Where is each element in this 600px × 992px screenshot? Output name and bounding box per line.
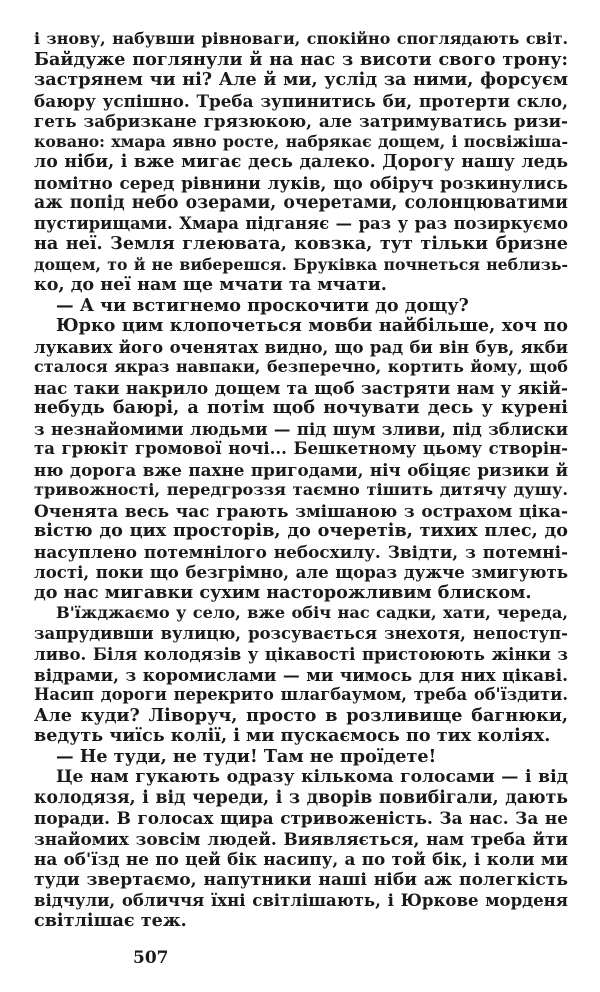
text-line: з незнайомими людьми — під шум зливи, під зблиски: [34, 418, 568, 439]
text-line: нас таки накрило дощем та щоб застряти нам у якій-: [34, 377, 568, 398]
text-line: геть забризкане грязюкою, але затримуватись ризи-: [34, 111, 568, 131]
text-line: насуплено потемнілого небосхилу. Звідти, з потемні-: [34, 541, 568, 562]
text-line: ню дорога вже пахне пригодами, ніч обіцяє ризики й: [34, 459, 568, 480]
text-line: Оченята весь час грають змішаною з острахом ціка-: [34, 500, 568, 521]
text-line: ливо. Біля колодязів у цікавості пристоюють жінки з: [34, 644, 568, 664]
text-line: лукавих його оченятах видно, що рад би він був, якби: [34, 336, 568, 357]
text-line: і знову, набувши рівноваги, спокійно споглядають світ.: [34, 29, 568, 48]
page-number: 507: [133, 948, 169, 968]
text-line: туди звертаємо, напутники наші ніби аж полегкість: [34, 869, 568, 890]
text-line: баюру успішно. Треба зупинитись би, протерти скло,: [34, 90, 568, 111]
text-line: помітно серед рівнини луків, що обіруч розкинулись: [34, 172, 568, 193]
text-line: до нас мигавки сухим насторожливим блиском.: [34, 581, 532, 603]
text-line: запрудивши вулицю, розсувається знехотя, непоступ-: [34, 623, 568, 643]
text-line: Але куди? Ліворуч, просто в розливище багнюки,: [34, 704, 568, 726]
text-line: В'їжджаємо у село, вже обіч нас садки, хати, череда,: [56, 603, 568, 622]
text-line: на об'їзд не по цей бік насипу, а по той бік, і коли ми: [34, 849, 568, 869]
text-line: Це нам гукають одразу кількома голосами — і від: [56, 767, 568, 787]
text-line: лості, поки що безгрімно, але щораз дужче змигують: [34, 562, 568, 582]
text-line: небудь баюрі, а потім щоб ночувати десь у курені: [34, 397, 568, 418]
text-line: знайомих зовсім людей. Виявляється, нам треба йти: [34, 828, 568, 849]
body-text: [34, 29, 568, 931]
text-line: Юрко цим клопочеться мовби найбільше, хоч по: [56, 315, 568, 336]
text-line: пустирищами. Хмара підганяє — раз у раз позиркуємо: [34, 213, 568, 233]
text-line: аж попід небо озерами, очеретами, солонцюватими: [34, 193, 568, 213]
text-line: вістю до цих просторів, до очеретів, тихих плес, до: [34, 520, 568, 541]
text-line: поради. В голосах щира стривоженість. За нас. За не: [34, 808, 568, 828]
text-line: — А чи встигнемо проскочити до дощу?: [56, 294, 469, 316]
text-line: Насип дороги перекрито шлагбаумом, треба об'їздити.: [34, 685, 568, 704]
text-line: колодязя, і від череди, і з дворів повибігали, дають: [34, 787, 568, 808]
text-line: застрянем чи ні? Але й ми, услід за ними, форсуєм: [34, 69, 568, 90]
text-line: Байдуже поглянули й на нас з висоти свого трону:: [34, 48, 568, 70]
text-line: ведуть чиїсь колії, і ми пускаємось по тих коліях.: [34, 725, 551, 746]
text-line: відрами, з коромислами — ми чимось для них цікаві.: [34, 664, 568, 685]
text-line: відчули, обличчя їхні світлішають, і Юркове морденя: [34, 890, 568, 910]
text-line: тривожності, передгроззя таємно тішить дитячу душу.: [34, 480, 568, 499]
text-line: світлішає теж.: [34, 909, 187, 931]
text-line: ло ніби, і вже мигає десь далеко. Дорогу нашу ледь: [34, 152, 568, 172]
text-line: — Не туди, не туди! Там не проїдете!: [56, 745, 437, 767]
text-line: та грюкіт громової ночі... Бешкетному цьому створін-: [34, 439, 568, 458]
text-line: ко, до неї нам ще мчати та мчати.: [34, 274, 387, 295]
text-line: сталося якраз навпаки, безперечно, кортить йому, щоб: [34, 357, 568, 376]
text-line: ковано: хмара явно росте, набрякає дощем, і посвіжіша-: [34, 131, 568, 151]
text-line: дощем, то й не виберешся. Бруківка почнеться неблизь-: [34, 254, 568, 274]
text-line: на неї. Земля глеювата, ковзка, тут тільки бризне: [34, 233, 568, 254]
